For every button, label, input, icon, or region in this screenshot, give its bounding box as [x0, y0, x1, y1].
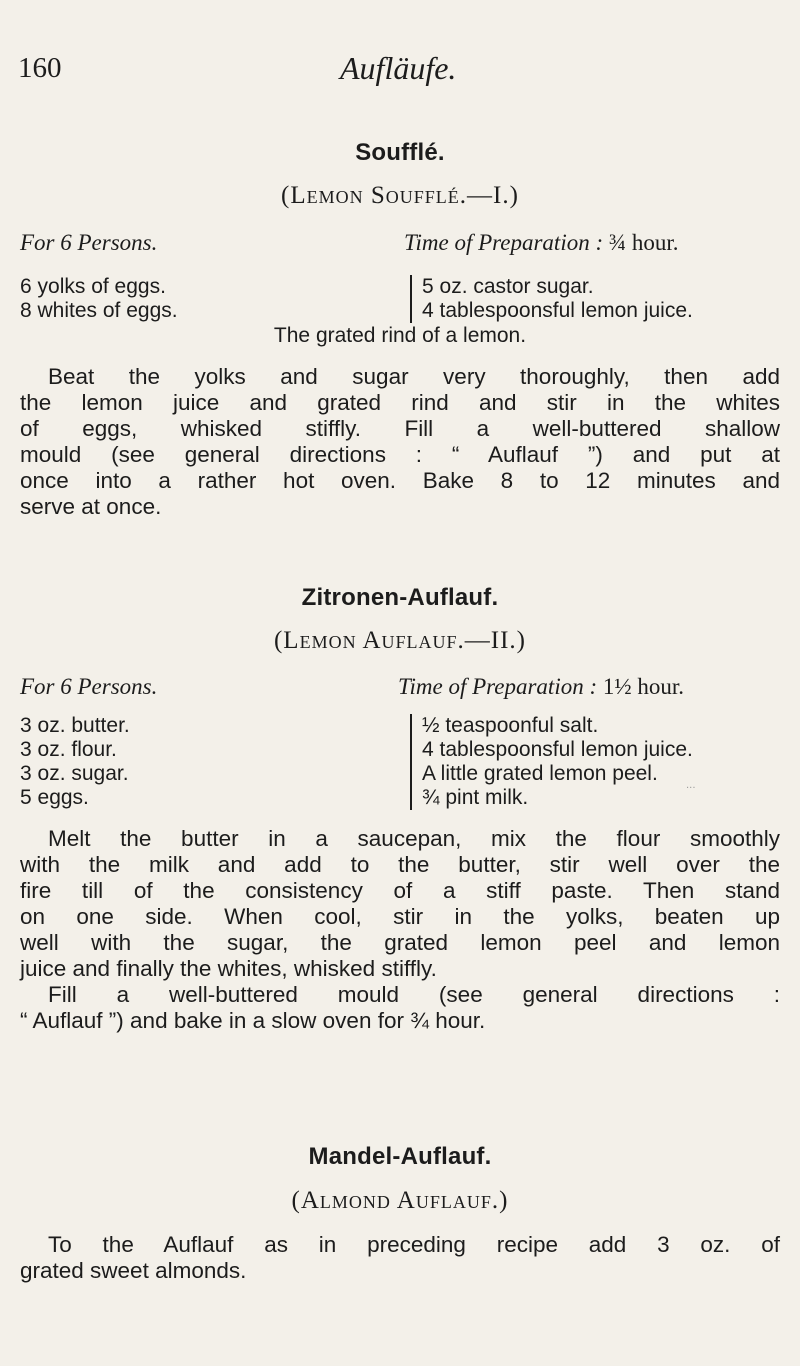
- method-zitronen: [20, 826, 780, 1034]
- method-line: Beat the yolks and sugar very thoroughly, then add: [48, 364, 780, 389]
- ingredients-left-souffle: [20, 275, 178, 323]
- method-line: of eggs, whisked stiffly. Fill a well-buttered shallow: [20, 416, 780, 441]
- recipe-subtitle-mandel: (Almond Auflauf.): [291, 1187, 509, 1214]
- method-line: “ Auflauf ”) and bake in a slow oven for ¾ hour.: [20, 1008, 486, 1033]
- method-line: mould (see general directions : “ Auflauf ”) and put at: [20, 442, 780, 467]
- recipe-title-zitronen: Zitronen-Auflauf.: [301, 584, 499, 611]
- ingredient-item: 5 oz. castor sugar.: [422, 275, 594, 298]
- prep-time-souffle: [404, 230, 679, 256]
- ingredient-item: ¾ pint milk.: [422, 786, 529, 809]
- ingredients-right-zitronen: [410, 714, 693, 810]
- method-line: well with the sugar, the grated lemon peel and lemon: [20, 930, 780, 955]
- ingredient-item: A little grated lemon peel.: [422, 762, 658, 785]
- ingredients-left-zitronen: [20, 714, 130, 810]
- ingredient-item: 5 eggs.: [20, 786, 89, 809]
- ingredient-item: 3 oz. sugar.: [20, 762, 129, 785]
- prep-time-value: 1½ hour.: [602, 674, 685, 699]
- method-line: on one side. When cool, stir in the yolks, beaten up: [20, 904, 780, 929]
- ingredient-full-width: The grated rind of a lemon.: [273, 324, 527, 347]
- method-line: with the milk and add to the butter, stir well over the: [20, 852, 780, 877]
- method-line: grated sweet almonds.: [20, 1258, 247, 1283]
- method-line: fire till of the consistency of a stiff paste. Then stand: [20, 878, 780, 903]
- recipe-title-souffle: Soufflé.: [355, 139, 445, 166]
- library-stamp-mark: ···: [686, 783, 696, 794]
- method-line: the lemon juice and grated rind and stir in the whites: [20, 390, 780, 415]
- method-mandel: [20, 1232, 780, 1284]
- servings-zitronen: For 6 Persons.: [20, 674, 158, 699]
- method-line: Melt the butter in a saucepan, mix the flour smoothly: [48, 826, 780, 851]
- method-line: serve at once.: [20, 494, 162, 519]
- ingredient-item: 6 yolks of eggs.: [20, 275, 166, 298]
- method-line: To the Auflauf as in preceding recipe add 3 oz. of: [48, 1232, 780, 1257]
- servings-souffle: For 6 Persons.: [20, 230, 158, 255]
- ingredient-item: 4 tablespoonsful lemon juice.: [422, 738, 693, 761]
- page-number: 160: [18, 52, 62, 84]
- ingredients-right-souffle: [410, 275, 693, 323]
- method-line: juice and finally the whites, whisked stiffly.: [20, 956, 437, 981]
- recipe-subtitle-zitronen: (Lemon Auflauf.—II.): [273, 627, 526, 654]
- method-souffle: [20, 364, 780, 520]
- prep-time-label: Time of Preparation :: [398, 674, 598, 699]
- prep-time-zitronen: [398, 674, 684, 700]
- ingredient-item: 3 oz. butter.: [20, 714, 130, 737]
- ingredient-item: 8 whites of eggs.: [20, 299, 178, 322]
- ingredient-item: ½ teaspoonful salt.: [422, 714, 599, 737]
- ingredient-item: 4 tablespoonsful lemon juice.: [422, 299, 693, 322]
- prep-time-value: ¾ hour.: [608, 230, 679, 255]
- prep-time-label: Time of Preparation :: [404, 230, 604, 255]
- method-line: Fill a well-buttered mould (see general directions :: [48, 982, 780, 1007]
- running-head: Aufläufe.: [340, 50, 457, 86]
- recipe-subtitle-souffle: (Lemon Soufflé.—I.): [281, 182, 519, 209]
- recipe-title-mandel: Mandel-Auflauf.: [308, 1143, 492, 1170]
- method-line: once into a rather hot oven. Bake 8 to 12 minutes and: [20, 468, 780, 493]
- ingredient-item: 3 oz. flour.: [20, 738, 117, 761]
